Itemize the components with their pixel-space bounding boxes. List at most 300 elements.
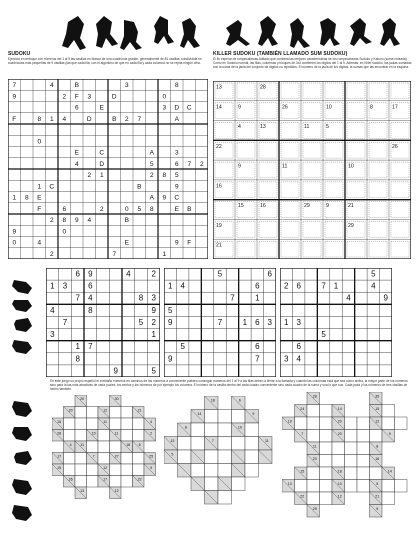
cage-outline xyxy=(281,123,299,139)
blank-cell xyxy=(320,492,333,505)
blank-cell xyxy=(75,407,87,419)
clue-value: 13 xyxy=(170,439,175,444)
cell-value: F xyxy=(37,205,42,213)
cell-value: 4 xyxy=(371,281,376,291)
blank-cell xyxy=(232,477,246,491)
sudoku-header xyxy=(8,51,208,63)
cell-value: 8 xyxy=(24,194,29,202)
cell-value: 4 xyxy=(62,115,67,123)
cell-value: 4 xyxy=(49,82,54,90)
cell-value: 6 xyxy=(296,342,301,352)
cell-value: 4 xyxy=(296,354,301,364)
clue-value: 28 xyxy=(312,394,317,399)
cage-outline xyxy=(259,182,277,198)
cell-value: 2 xyxy=(124,115,129,123)
blank-cell xyxy=(87,476,99,488)
cell-value: 8 xyxy=(138,293,144,303)
cell-value: 3 xyxy=(50,330,55,340)
cell-value: 8 xyxy=(37,115,42,123)
killer-header xyxy=(213,51,413,79)
cage-outline xyxy=(369,202,387,218)
clue-value: 18 xyxy=(337,469,342,474)
clue-value: 20 xyxy=(337,419,342,424)
cage-outline xyxy=(369,83,387,99)
clue-value: 7 xyxy=(211,439,214,444)
cell-value: 4 xyxy=(346,293,351,303)
blank-cell xyxy=(307,417,320,430)
clue-value: 20 xyxy=(68,408,73,413)
blank-cell xyxy=(320,417,333,430)
cage-outline xyxy=(215,202,233,218)
cell-value: 9 xyxy=(12,93,17,101)
clue-value: 4 xyxy=(150,419,153,424)
blank-cell xyxy=(395,480,408,493)
killer-sudoku-grid xyxy=(213,81,411,259)
cell-value: 6 xyxy=(174,160,179,168)
cell-value: 3 xyxy=(162,104,167,112)
cell-value: 8 xyxy=(88,305,93,315)
clue-value: 20 xyxy=(80,396,85,401)
clue-value: 11 xyxy=(80,442,84,447)
cage-outline xyxy=(303,103,321,119)
cage-outline xyxy=(325,162,343,178)
blank-cell xyxy=(191,464,205,478)
clue-value: 12 xyxy=(114,488,119,493)
cell-value: D xyxy=(99,160,105,168)
cell-value: 7 xyxy=(62,317,68,327)
blank-cell xyxy=(98,430,110,442)
cell-value: B xyxy=(124,217,129,225)
blank-cell xyxy=(121,407,133,419)
blank-cell xyxy=(64,453,76,465)
blank-cell xyxy=(205,464,219,478)
blank-cell xyxy=(218,437,232,451)
clue-value: 29 xyxy=(312,506,317,511)
cage-outline xyxy=(303,162,321,178)
cell-value: 3 xyxy=(267,317,273,327)
blank-cell xyxy=(232,437,246,451)
cell-value: C xyxy=(99,149,105,157)
cage-outline xyxy=(369,123,387,139)
cage-outline xyxy=(347,142,365,158)
cage-sum: 11 xyxy=(304,124,310,131)
cage-sum: 14 xyxy=(216,104,222,111)
clue-value: 18 xyxy=(210,398,215,403)
blank-cell xyxy=(357,430,370,443)
blank-cell xyxy=(320,480,333,493)
clue-value: 10 xyxy=(337,481,342,486)
cell-value: 1 xyxy=(242,317,248,327)
cage-sum: 16 xyxy=(260,203,266,210)
clue-value: 8 xyxy=(184,425,187,430)
blank-cell xyxy=(75,430,87,442)
cage-outline xyxy=(391,123,409,139)
blank-cell xyxy=(75,453,87,465)
cage-outline xyxy=(259,241,277,257)
cell-value: 3 xyxy=(174,149,179,157)
cell-value: 9 xyxy=(167,354,173,364)
cell-value: 0 xyxy=(37,138,42,146)
cage-outline xyxy=(237,221,255,237)
cell-value: 8 xyxy=(149,205,154,213)
cage-outline xyxy=(303,221,321,237)
blank-cell xyxy=(295,417,308,430)
cell-value: 4 xyxy=(180,281,185,291)
cell-value: C xyxy=(186,104,192,112)
blank-cell xyxy=(205,450,219,464)
blank-cell xyxy=(205,410,219,424)
cell-value: B xyxy=(187,205,192,213)
cell-value: C xyxy=(174,194,180,202)
cell-value: 9 xyxy=(151,305,156,315)
cage-outline xyxy=(325,241,343,257)
clue-value: 9 xyxy=(376,506,379,511)
blank-cell xyxy=(75,464,87,476)
cell-value: 4 xyxy=(37,239,42,247)
cell-value: F xyxy=(12,115,17,123)
blank-cell xyxy=(232,410,246,424)
clue-value: 28 xyxy=(57,431,62,436)
cage-outline xyxy=(303,241,321,257)
clue-value: 4 xyxy=(69,442,72,447)
cage-outline xyxy=(281,221,299,237)
killer-description: El fin esperar de rompecabezas Aditado que combina las mejores características de los rompecabezas Sudoku y Kakuro (suma cruzada). Como en Sudoku normal, las filas, columnas y bloques de 3x3 contienen los dígitos del 1 al 9. Además, en Killer sudoku, las jaulas sumadas son la suma de la jaula del conjunto de dígitos no repetidos. El número de la jaula de los dígitos, la sumas que las encontrar en la esquina. xyxy=(213,57,412,69)
cell-value: 7 xyxy=(12,82,17,90)
cage-outline xyxy=(281,241,299,257)
cell-value: A xyxy=(149,149,154,157)
cage-outline xyxy=(215,162,233,178)
blank-cell xyxy=(178,450,192,464)
blank-cell xyxy=(87,441,99,453)
cell-value: 9 xyxy=(174,183,179,191)
blank-cell xyxy=(98,453,110,465)
cage-sum: 21 xyxy=(348,203,354,210)
cage-outline xyxy=(259,142,277,158)
cell-value: 1 xyxy=(162,250,167,258)
cell-value: 6 xyxy=(75,269,80,279)
blank-cell xyxy=(110,441,122,453)
blank-cell xyxy=(307,430,320,443)
cell-value: 5 xyxy=(137,205,142,213)
blank-cell xyxy=(64,418,76,430)
blank-cell xyxy=(87,407,99,419)
blank-cell xyxy=(245,450,259,464)
blank-cell xyxy=(307,467,320,480)
cage-outline xyxy=(325,182,343,198)
clue-value: 12 xyxy=(103,408,108,413)
blank-cell xyxy=(121,476,133,488)
cage-outline xyxy=(237,182,255,198)
clue-value: 7 xyxy=(92,454,95,459)
clue-value: 27 xyxy=(114,454,119,459)
cell-value: 3 xyxy=(124,82,129,90)
cell-value: 7 xyxy=(112,250,117,258)
cell-value: B xyxy=(112,115,117,123)
blank-cell xyxy=(345,455,358,468)
clue-value: 6 xyxy=(238,398,241,403)
cell-value: 1 xyxy=(49,115,54,123)
ninja-silhouettes-left xyxy=(62,16,200,50)
blank-cell xyxy=(320,467,333,480)
clue-value: 15 xyxy=(91,431,96,436)
clue-value: 22 xyxy=(300,494,305,499)
cell-value: 3 xyxy=(296,317,301,327)
blank-cell xyxy=(110,476,122,488)
cage-outline xyxy=(303,83,321,99)
cage-sum: 8 xyxy=(370,104,373,111)
cell-value: 7 xyxy=(187,160,192,168)
cell-value: 4 xyxy=(126,269,131,279)
blank-cell xyxy=(121,464,133,476)
cell-value: 2 xyxy=(199,160,204,168)
blank-cell xyxy=(307,492,320,505)
clue-value: 16 xyxy=(375,456,380,461)
clue-value: 30 xyxy=(114,396,119,401)
cage-sum: 28 xyxy=(260,84,266,91)
cell-value: 6 xyxy=(62,205,67,213)
sudoku-9-grid-3 xyxy=(280,268,392,377)
cage-outline xyxy=(237,142,255,158)
ninja-silhouettes-right xyxy=(226,16,400,48)
cage-sum: 17 xyxy=(392,104,398,111)
cage-outline xyxy=(303,182,321,198)
clue-value: 10 xyxy=(237,425,242,430)
clue-value: 12 xyxy=(337,494,342,499)
blank-cell xyxy=(245,464,259,478)
clue-value: 14 xyxy=(387,469,392,474)
blank-cell xyxy=(218,410,232,424)
cell-value: 3 xyxy=(87,93,92,101)
cage-sum: 5 xyxy=(326,124,329,131)
cell-value: 1 xyxy=(151,330,156,340)
cell-value: E xyxy=(74,149,79,157)
cage-sum: 29 xyxy=(304,203,310,210)
cell-value: 6 xyxy=(255,281,260,291)
blank-cell xyxy=(133,453,145,465)
clue-value: 14 xyxy=(197,412,202,417)
cell-value: 4 xyxy=(87,217,92,225)
clue-value: 17 xyxy=(103,477,108,482)
cell-value: 3 xyxy=(151,293,156,303)
cell-value: 9 xyxy=(167,317,173,327)
clue-value: 11 xyxy=(103,419,107,424)
clue-value: 35 xyxy=(375,394,380,399)
cell-value: 5 xyxy=(371,269,376,279)
clue-value: 13 xyxy=(80,488,85,493)
clue-value: 9 xyxy=(150,465,153,470)
clue-value: 21 xyxy=(375,494,380,499)
cell-value: 1 xyxy=(167,281,173,291)
cage-outline xyxy=(281,182,299,198)
cell-value: A xyxy=(174,115,179,123)
cage-sum: 11 xyxy=(282,163,288,170)
cell-value: 1 xyxy=(50,281,55,291)
cell-value: 1 xyxy=(99,172,104,180)
clue-value: 23 xyxy=(312,456,317,461)
cage-outline xyxy=(347,103,365,119)
cell-value: B xyxy=(74,82,79,90)
cell-value: 4 xyxy=(74,160,79,168)
cell-value: 7 xyxy=(137,115,142,123)
blank-cell xyxy=(133,418,145,430)
cell-value: 5 xyxy=(174,172,179,180)
blank-cell xyxy=(218,450,232,464)
cell-value: 0 xyxy=(12,239,17,247)
cross-puzzle-1 xyxy=(52,395,158,520)
blank-cell xyxy=(133,430,145,442)
cell-value: 2 xyxy=(99,205,104,213)
cage-outline xyxy=(369,142,387,158)
blank-cell xyxy=(382,480,395,493)
cell-value: F xyxy=(74,93,79,101)
blank-cell xyxy=(295,480,308,493)
blank-cell xyxy=(320,430,333,443)
cage-outline xyxy=(391,83,409,99)
cell-value: 2 xyxy=(62,93,67,101)
blank-cell xyxy=(345,480,358,493)
cell-value: 2 xyxy=(149,172,154,180)
cell-value: 5 xyxy=(167,305,173,315)
clue-value: 15 xyxy=(57,465,62,470)
cell-value: 6 xyxy=(296,281,301,291)
cage-outline xyxy=(281,142,299,158)
blank-cell xyxy=(307,480,320,493)
cage-sum: 29 xyxy=(348,222,354,229)
cell-value: 5 xyxy=(151,366,156,376)
clue-value: 2 xyxy=(150,431,153,436)
cell-value: 7 xyxy=(255,354,260,364)
clue-value: 9 xyxy=(252,412,255,417)
blank-cell xyxy=(345,467,358,480)
cage-outline xyxy=(369,162,387,178)
clue-value: 16 xyxy=(57,419,62,424)
sudoku-16-grid xyxy=(8,79,208,259)
blank-cell xyxy=(332,455,345,468)
cage-outline xyxy=(391,241,409,257)
clue-value: 22 xyxy=(137,477,142,482)
cage-sum: 4 xyxy=(238,124,241,131)
cell-value: 6 xyxy=(255,342,260,352)
blank-cell xyxy=(245,423,259,437)
cell-value: 0 xyxy=(162,93,167,101)
cage-outline xyxy=(391,182,409,198)
blank-cell xyxy=(75,476,87,488)
cage-sum: 26 xyxy=(392,143,398,150)
clue-value: 5 xyxy=(171,452,174,457)
cage-sum: 13 xyxy=(260,124,266,131)
cell-value: C xyxy=(49,183,55,191)
blank-cell xyxy=(395,417,408,430)
blank-cell xyxy=(121,418,133,430)
cell-value: 6 xyxy=(74,104,79,112)
blank-cell xyxy=(345,430,358,443)
cage-outline xyxy=(347,83,365,99)
cell-value: 6 xyxy=(267,269,273,279)
cage-outline xyxy=(369,182,387,198)
cell-value: 3 xyxy=(283,354,289,364)
cell-value: 7 xyxy=(217,317,223,327)
cage-outline xyxy=(237,83,255,99)
cell-value: 6 xyxy=(88,281,93,291)
cage-sum: 26 xyxy=(282,104,288,111)
bottom-side-icons xyxy=(10,397,36,527)
sudoku-9-grid-2 xyxy=(164,268,276,377)
clue-value: 15 xyxy=(300,469,305,474)
blank-cell xyxy=(218,491,232,505)
cage-outline xyxy=(347,123,365,139)
blank-cell xyxy=(64,430,76,442)
blank-cell xyxy=(357,455,370,468)
blank-cell xyxy=(320,455,333,468)
blank-cell xyxy=(332,442,345,455)
cell-value: 9 xyxy=(383,293,389,303)
clue-value: 17 xyxy=(57,454,62,459)
cage-sum: 15 xyxy=(238,203,244,210)
cell-value: 5 xyxy=(217,269,223,279)
cell-value: 9 xyxy=(162,194,167,202)
blank-cell xyxy=(75,418,87,430)
cage-outline xyxy=(259,221,277,237)
clue-value: 21 xyxy=(137,408,142,413)
clue-value: 26 xyxy=(68,477,73,482)
blank-cell xyxy=(245,437,259,451)
blank-cell xyxy=(218,464,232,478)
cage-outline xyxy=(281,83,299,99)
cell-value: 2 xyxy=(283,281,289,291)
clue-value: 9 xyxy=(388,431,391,436)
cell-value: 2 xyxy=(151,269,156,279)
blank-cell xyxy=(320,442,333,455)
cell-value: 1 xyxy=(37,183,42,191)
cage-outline xyxy=(303,142,321,158)
cage-outline xyxy=(391,202,409,218)
cage-sum: 19 xyxy=(216,222,222,229)
blank-cell xyxy=(98,441,110,453)
cell-value: A xyxy=(149,194,154,202)
blank-cell xyxy=(191,423,205,437)
blank-cell xyxy=(87,464,99,476)
clue-value: 11 xyxy=(312,444,317,449)
clue-value: 20 xyxy=(337,431,342,436)
cell-value: 5 xyxy=(149,160,154,168)
cell-value: 7 xyxy=(88,342,93,352)
blank-cell xyxy=(370,430,383,443)
cell-value: 2 xyxy=(151,317,156,327)
cage-sum: 10 xyxy=(348,163,354,170)
cell-value: 7 xyxy=(75,293,80,303)
clue-value: 7 xyxy=(301,431,304,436)
blank-cell xyxy=(191,437,205,451)
blank-cell xyxy=(87,418,99,430)
blank-cell xyxy=(110,407,122,419)
sudoku-description: Ejercicio en enfoque con números del 1 al 9 las casillas en blanco de una cuadrícula grande, generalmente de 81 casillas, subdividida en cuadrículas más pequeñas de 9 casillas (las que cada fila, con el algoritmo de que en cada fila y cada columna no se repita ningún cifra. xyxy=(8,57,202,65)
blank-cell xyxy=(218,423,232,437)
cell-value: 9 xyxy=(12,228,17,236)
blank-cell xyxy=(110,418,122,430)
cage-outline xyxy=(369,221,387,237)
cage-outline xyxy=(325,83,343,99)
cell-value: 0 xyxy=(62,228,67,236)
cell-value: 4 xyxy=(88,293,93,303)
cell-value: 1 xyxy=(333,281,339,291)
cage-outline xyxy=(215,123,233,139)
cell-value: 7 xyxy=(321,281,326,291)
cage-outline xyxy=(347,182,365,198)
blank-cell xyxy=(307,405,320,418)
cage-outline xyxy=(391,162,409,178)
clue-value: 14 xyxy=(337,406,342,411)
cage-sum: 13 xyxy=(216,84,222,91)
